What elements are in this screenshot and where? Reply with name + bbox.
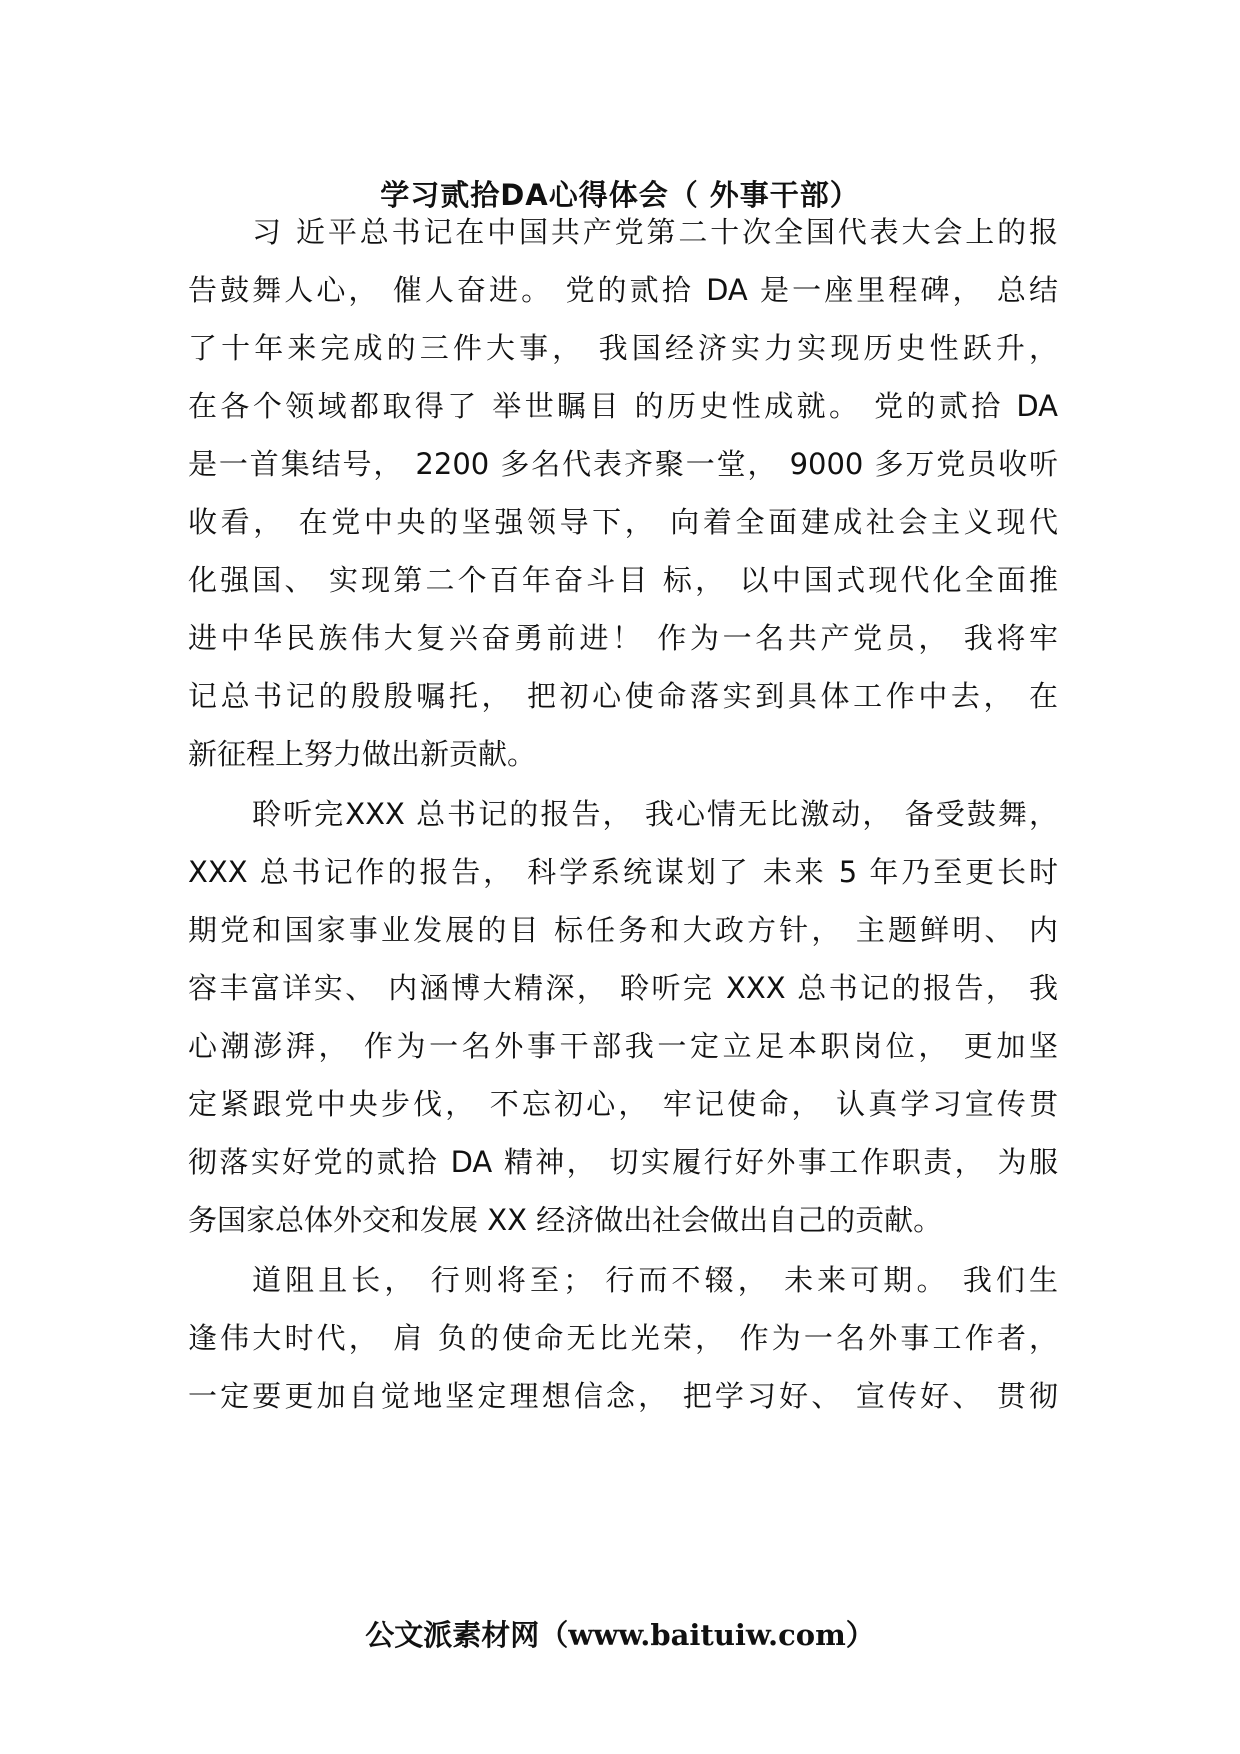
text-line: 务国家总体外交和发展 XX 经济做出社会做出自己的贡献。 <box>188 1203 943 1237</box>
text-line: 一定要更加自觉地坚定理想信念， 把学习好、 宣传好、 贯彻 <box>188 1379 1058 1413</box>
footer-watermark <box>0 1613 1240 1654</box>
text-line: 逢伟大时代， 肩 负的使命无比光荣， 作为一名外事工作者， <box>188 1321 1058 1355</box>
document-title: 学习贰拾DA心得体会（ 外事干部） <box>380 178 860 212</box>
footer-site-name: 公文派素材网 <box>365 1618 540 1652</box>
text-line: 心潮澎湃， 作为一名外事干部我一定立足本职岗位， 更加坚 <box>188 1029 1058 1063</box>
text-line: 聆听完XXX 总书记的报告， 我心情无比激动， 备受鼓舞， <box>252 797 1058 831</box>
text-line: 告鼓舞人心， 催人奋进。 党的贰拾 DA 是一座里程碑， 总结 <box>188 273 1058 307</box>
text-line: 新征程上努力做出新贡献。 <box>188 737 537 771</box>
text-line: 道阻且长， 行则将至； 行而不辍， 未来可期。 我们生 <box>252 1263 1058 1297</box>
text-line: 了十年来完成的三件大事， 我国经济实力实现历史性跃升， <box>188 331 1058 365</box>
footer-url: （www.baituiw.com） <box>539 1618 875 1652</box>
text-line: XXX 总书记作的报告， 科学系统谋划了 未来 5 年乃至更长时 <box>188 855 1058 889</box>
text-line: 定紧跟党中央步伐， 不忘初心， 牢记使命， 认真学习宣传贯 <box>188 1087 1058 1121</box>
text-line: 习 近平总书记在中国共产党第二十次全国代表大会上的报 <box>252 215 1058 249</box>
text-line: 彻落实好党的贰拾 DA 精神， 切实履行好外事工作职责， 为服 <box>188 1145 1058 1179</box>
text-line: 记总书记的殷殷嘱托， 把初心使命落实到具体工作中去， 在 <box>188 679 1058 713</box>
text-line: 化强国、 实现第二个百年奋斗目 标， 以中国式现代化全面推 <box>188 563 1058 597</box>
text-line: 是一首集结号， 2200 多名代表齐聚一堂， 9000 多万党员收听 <box>188 447 1058 481</box>
text-line: 收看， 在党中央的坚强领导下， 向着全面建成社会主义现代 <box>188 505 1058 539</box>
text-line: 在各个领域都取得了 举世瞩目 的历史性成就。 党的贰拾 DA <box>188 389 1058 423</box>
text-line: 期党和国家事业发展的目 标任务和大政方针， 主题鲜明、 内 <box>188 913 1058 947</box>
text-line: 进中华民族伟大复兴奋勇前进！ 作为一名共产党员， 我将牢 <box>188 621 1058 655</box>
text-line: 容丰富详实、 内涵博大精深， 聆听完 XXX 总书记的报告， 我 <box>188 971 1058 1005</box>
